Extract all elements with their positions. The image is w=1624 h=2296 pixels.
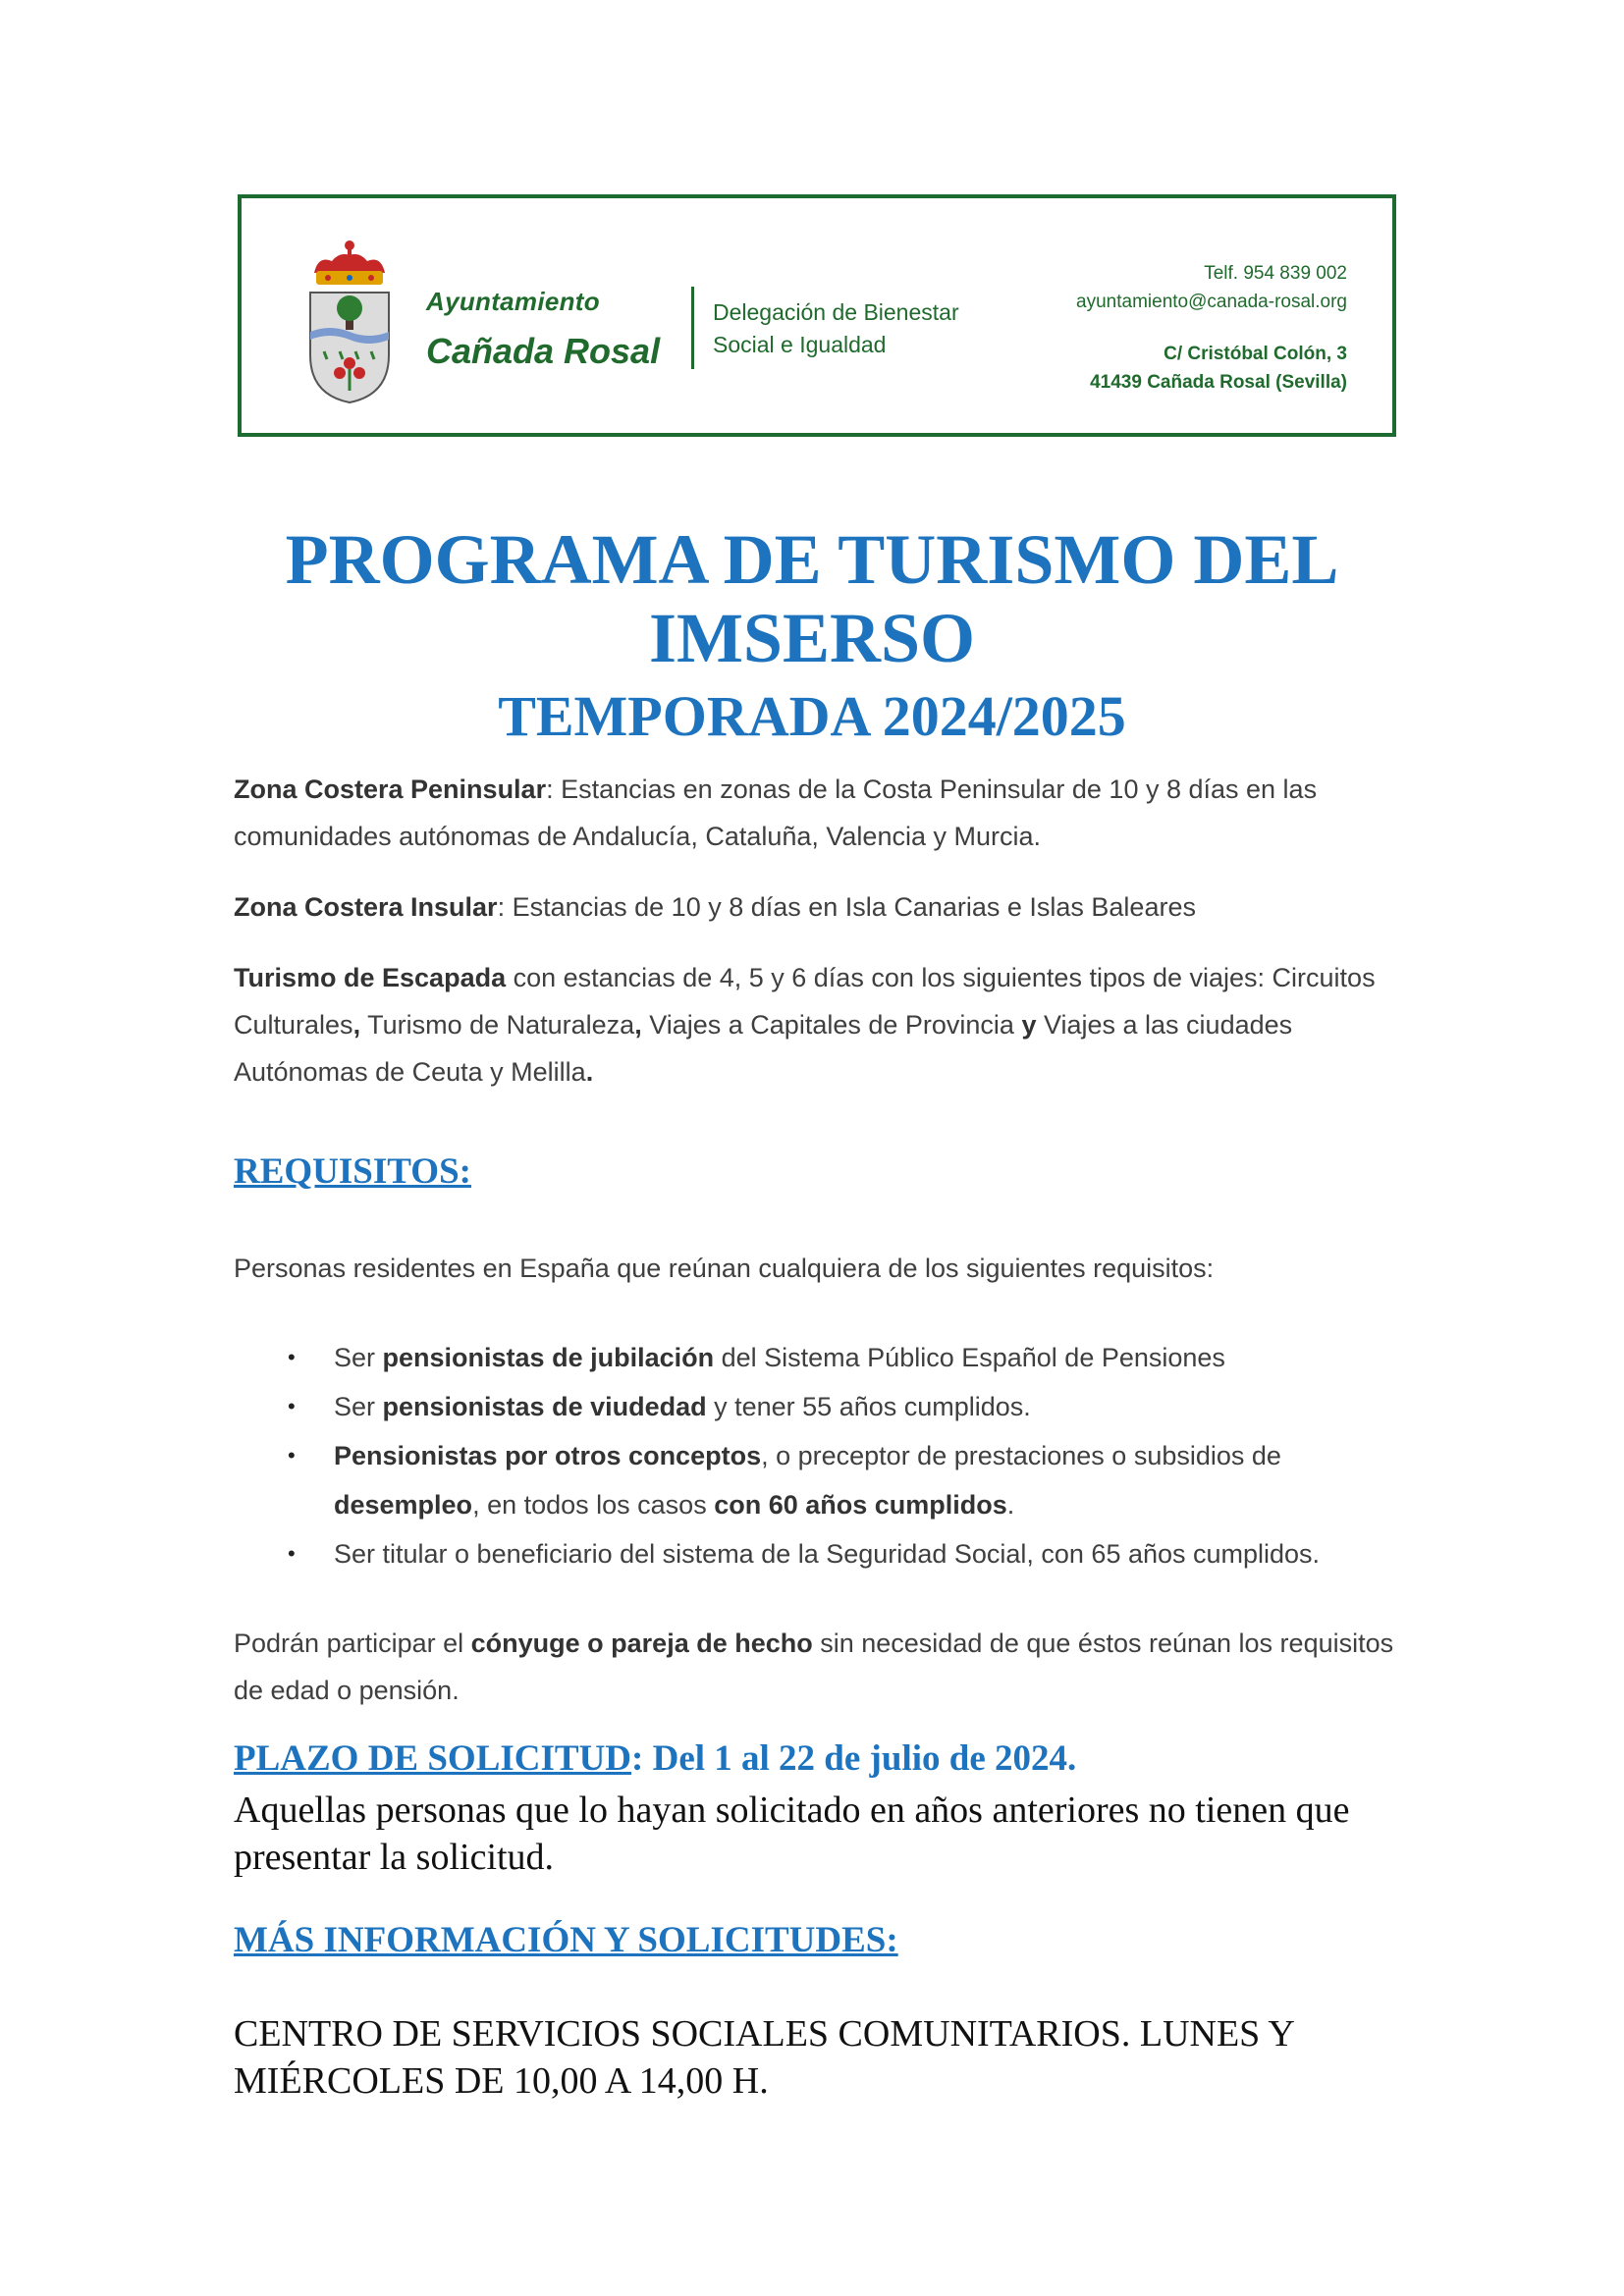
coat-of-arms-logo <box>304 238 395 406</box>
letterhead <box>238 194 1396 437</box>
zone-insular <box>234 883 1422 931</box>
zone-insular-label: Zona Costera Insular <box>234 892 498 922</box>
email: ayuntamiento@canada-rosal.org <box>1076 292 1347 312</box>
zone-insular-text: : Estancias de 10 y 8 días en Isla Canarias e Islas Baleares <box>497 892 1196 922</box>
street-address: C/ Cristóbal Colón, 3 <box>1164 344 1347 364</box>
requisitos-heading: REQUISITOS: <box>234 1151 471 1192</box>
org-prefix: Ayuntamiento <box>426 287 600 316</box>
bullet-icon: • <box>288 1443 296 1468</box>
escapada-text-4: Viajes a las ciudades Autónomas de Ceuta y Melilla <box>234 1010 1293 1087</box>
comma-2: , <box>634 1010 642 1040</box>
department <box>713 296 959 361</box>
plazo-label: PLAZO DE SOLICITUD <box>234 1738 632 1779</box>
turismo-escapada <box>234 954 1422 1095</box>
escapada-text-2: Turismo de Naturaleza <box>360 1010 635 1040</box>
list-item: • Pensionistas por otros conceptos, o preceptor de prestaciones o subsidios de desempleo, en todos los casos con 60 años cumplidos. <box>234 1431 1422 1529</box>
zone-peninsular-label: Zona Costera Peninsular <box>234 774 547 804</box>
info-text: CENTRO DE SERVICIOS SOCIALES COMUNITARIOS. LUNES Y MIÉRCOLES DE 10,00 A 14,00 H. <box>234 2013 1294 2102</box>
zone-peninsular-text: : Estancias en zonas de la Costa Peninsular de 10 y 8 días en las comunidades autónomas de Andalucía, Cataluña, Valencia y Murcia. <box>234 774 1318 851</box>
list-item: • Ser pensionistas de jubilación del Sistema Público Español de Pensiones <box>234 1333 1422 1382</box>
page-title <box>147 520 1477 677</box>
dept-line-1: Delegación de Bienestar <box>713 299 959 325</box>
escapada-label: Turismo de Escapada <box>234 963 507 992</box>
plazo-solicitud <box>234 1737 1076 1780</box>
title-line-2: IMSERSO <box>648 599 976 677</box>
period: . <box>585 1057 594 1087</box>
org-name: Cañada Rosal <box>426 331 661 371</box>
contact-block <box>1076 259 1347 397</box>
letterhead-divider <box>691 287 694 369</box>
plazo-dates: : Del 1 al 22 de julio de 2024. <box>631 1738 1077 1779</box>
escapada-text: con estancias de 4, 5 y 6 días con los siguientes tipos de viajes: Circuitos Culturales <box>234 963 1376 1040</box>
conjunction-y: y <box>1021 1010 1037 1040</box>
dept-line-2: Social e Igualdad <box>713 332 887 357</box>
requirements-list <box>234 1333 1422 1578</box>
list-item: • Ser pensionistas de viudedad y tener 55 años cumplidos. <box>234 1382 1422 1431</box>
spouse-note: Podrán participar el cónyuge o pareja de hecho sin necesidad de que éstos reúnan los requisitos de edad o pensión. <box>234 1629 1394 1705</box>
bullet-icon: • <box>288 1394 296 1418</box>
list-item: • Ser titular o beneficiario del sistema de la Seguridad Social, con 65 años cumplidos. <box>234 1529 1422 1578</box>
comma-1: , <box>352 1010 361 1040</box>
info-heading: MÁS INFORMACIÓN Y SOLICITUDES: <box>234 1920 898 1960</box>
phone: Telf. 954 839 002 <box>1204 263 1347 284</box>
bullet-icon: • <box>288 1541 296 1566</box>
bullet-icon: • <box>288 1345 296 1369</box>
requisitos-intro: Personas residentes en España que reúnan cualquiera de los siguientes requisitos: <box>234 1254 1215 1283</box>
organization-name <box>426 287 660 372</box>
escapada-text-3: Viajes a Capitales de Provincia <box>641 1010 1022 1040</box>
title-line-1: PROGRAMA DE TURISMO DEL <box>285 520 1339 599</box>
city-address: 41439 Cañada Rosal (Sevilla) <box>1090 372 1347 393</box>
zone-peninsular <box>234 766 1422 860</box>
plazo-note: Aquellas personas que lo hayan solicitado en años anteriores no tienen que presentar la solicitud. <box>234 1789 1350 1878</box>
season-title: TEMPORADA 2024/2025 <box>498 684 1126 748</box>
